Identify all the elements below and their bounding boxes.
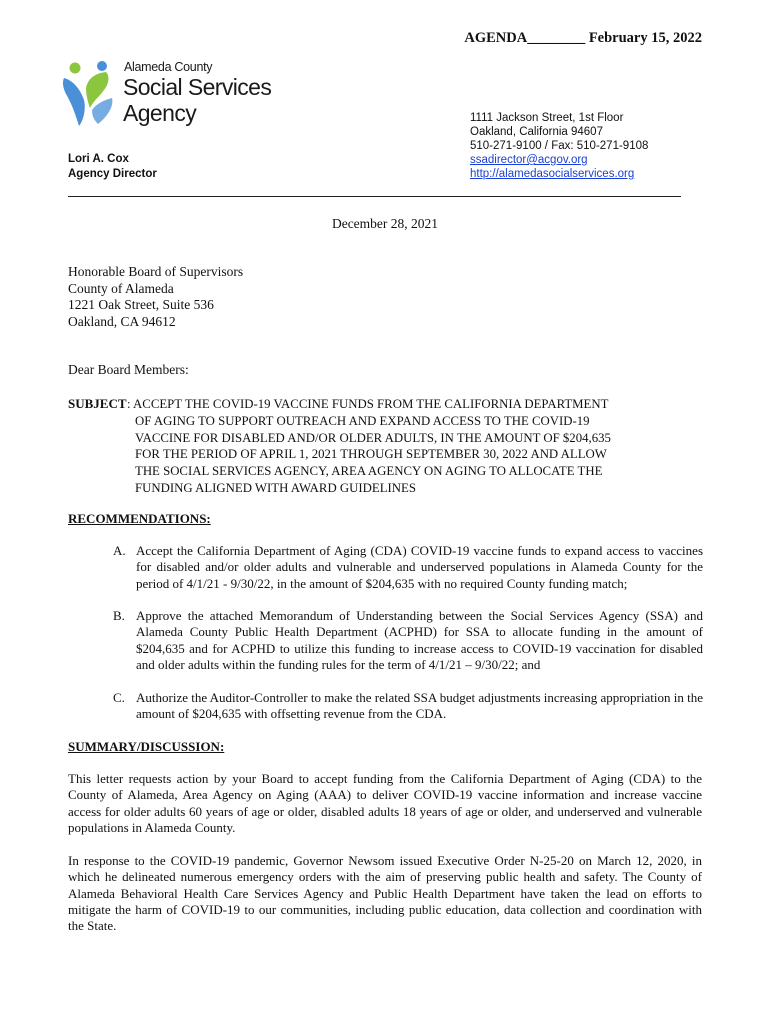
subject-line: OF AGING TO SUPPORT OUTREACH AND EXPAND ACCESS TO THE COVID-19 xyxy=(135,413,590,428)
address-city: Oakland, California 94607 xyxy=(470,126,603,138)
addressee-line: County of Alameda xyxy=(68,280,174,296)
recommendation-text: Approve the attached Memorandum of Understanding between the Social Services Agency (SSA) and Alameda County Public Health Department (ACPHD) for SSA to allocate funding in the amount of $204,635 and for ACPHD to utilize this funding to increase access to COVID-19 vaccination for disabled and older adults within the funding rules for the term of 4/1/21 – 9/30/22; and xyxy=(136,608,703,672)
salutation: Dear Board Members: xyxy=(68,362,189,377)
subject-line: : ACCEPT THE COVID-19 VACCINE FUNDS FROM THE CALIFORNIA DEPARTMENT xyxy=(127,397,609,411)
summary-heading: SUMMARY/DISCUSSION: xyxy=(68,739,225,754)
letter-date: December 28, 2021 xyxy=(331,216,439,231)
recommendation-item xyxy=(113,690,703,723)
agency-address xyxy=(470,111,648,181)
addressee-line: Honorable Board of Supervisors xyxy=(68,264,244,279)
subject-text xyxy=(127,396,653,497)
address-street: 1111 Jackson Street, 1st Floor xyxy=(470,112,624,124)
recommendation-text: Accept the California Department of Aging (CDA) COVID-19 vaccine funds to expand access to vaccines for disabled and/or older adults and vulnerable and underserved populations in Alameda County for the period of 4/1/21 - 9/30/22, in the amount of $204,635 with no required County funding match; xyxy=(136,543,703,591)
summary-paragraph: In response to the COVID-19 pandemic, Governor Newsom issued Executive Order N-25-20 on March 12, 2020, in which he delineated numerous emergency orders with the aim of preserving public health and safety. The County of Alameda Behavioral Health Care Services Agency and Public Health Department have taken the lead on efforts to mitigate the harm of COVID-19 to our communities, including public education, data collection and coordination with the State. xyxy=(68,853,702,934)
subject-line: VACCINE FOR DISABLED AND/OR OLDER ADULTS, IN THE AMOUNT OF $204,635 xyxy=(135,430,611,445)
logo-title-line1: Social Services xyxy=(123,74,272,100)
recommendation-letter: B. xyxy=(113,608,125,623)
recommendation-item xyxy=(113,608,703,673)
recommendation-item xyxy=(113,543,703,592)
subject-line: THE SOCIAL SERVICES AGENCY, AREA AGENCY ON AGING TO ALLOCATE THE xyxy=(135,464,603,479)
recommendation-letter: A. xyxy=(113,543,126,558)
header-divider xyxy=(68,196,681,197)
subject-line: FOR THE PERIOD OF APRIL 1, 2021 THROUGH SEPTEMBER 30, 2022 AND ALLOW xyxy=(135,447,607,462)
director-name: Lori A. Cox xyxy=(68,153,129,165)
recommendations-heading: RECOMMENDATIONS: xyxy=(68,511,211,526)
addressee-line: 1221 Oak Street, Suite 536 xyxy=(68,297,214,312)
subject-line: FUNDING ALIGNED WITH AWARD GUIDELINES xyxy=(135,480,416,495)
address-phone: 510-271-9100 / Fax: 510-271-9108 xyxy=(470,140,649,152)
summary-paragraph: This letter requests action by your Board to accept funding from the California Department of Aging (CDA) to the County of Alameda, Area Agency on Aging (AAA) to deliver COVID-19 vaccine information and increase vaccine access for older adults 60 years of age or older, disabled adults 18 years of age or older, and underserved and vulnerable populations in Alameda County. xyxy=(68,771,702,835)
logo-county-text: Alameda County xyxy=(124,60,213,74)
email-link[interactable]: ssadirector@acgov.org xyxy=(470,154,588,166)
recommendation-letter: C. xyxy=(113,690,125,705)
addressee-block xyxy=(68,264,243,330)
website-link[interactable]: http://alamedasocialservices.org xyxy=(470,168,635,180)
subject-label: SUBJECT xyxy=(68,396,127,411)
director-title: Agency Director xyxy=(68,168,157,180)
logo-title-line2: Agency xyxy=(123,100,197,126)
addressee-line: Oakland, CA 94612 xyxy=(68,313,176,329)
agenda-header: AGENDA________ February 15, 2022 xyxy=(464,30,702,46)
agency-director xyxy=(68,152,157,182)
recommendation-text: Authorize the Auditor-Controller to make the related SSA budget adjustments increasing appropriation in the amount of $204,635 with offsetting revenue from the CDA. xyxy=(136,690,703,722)
